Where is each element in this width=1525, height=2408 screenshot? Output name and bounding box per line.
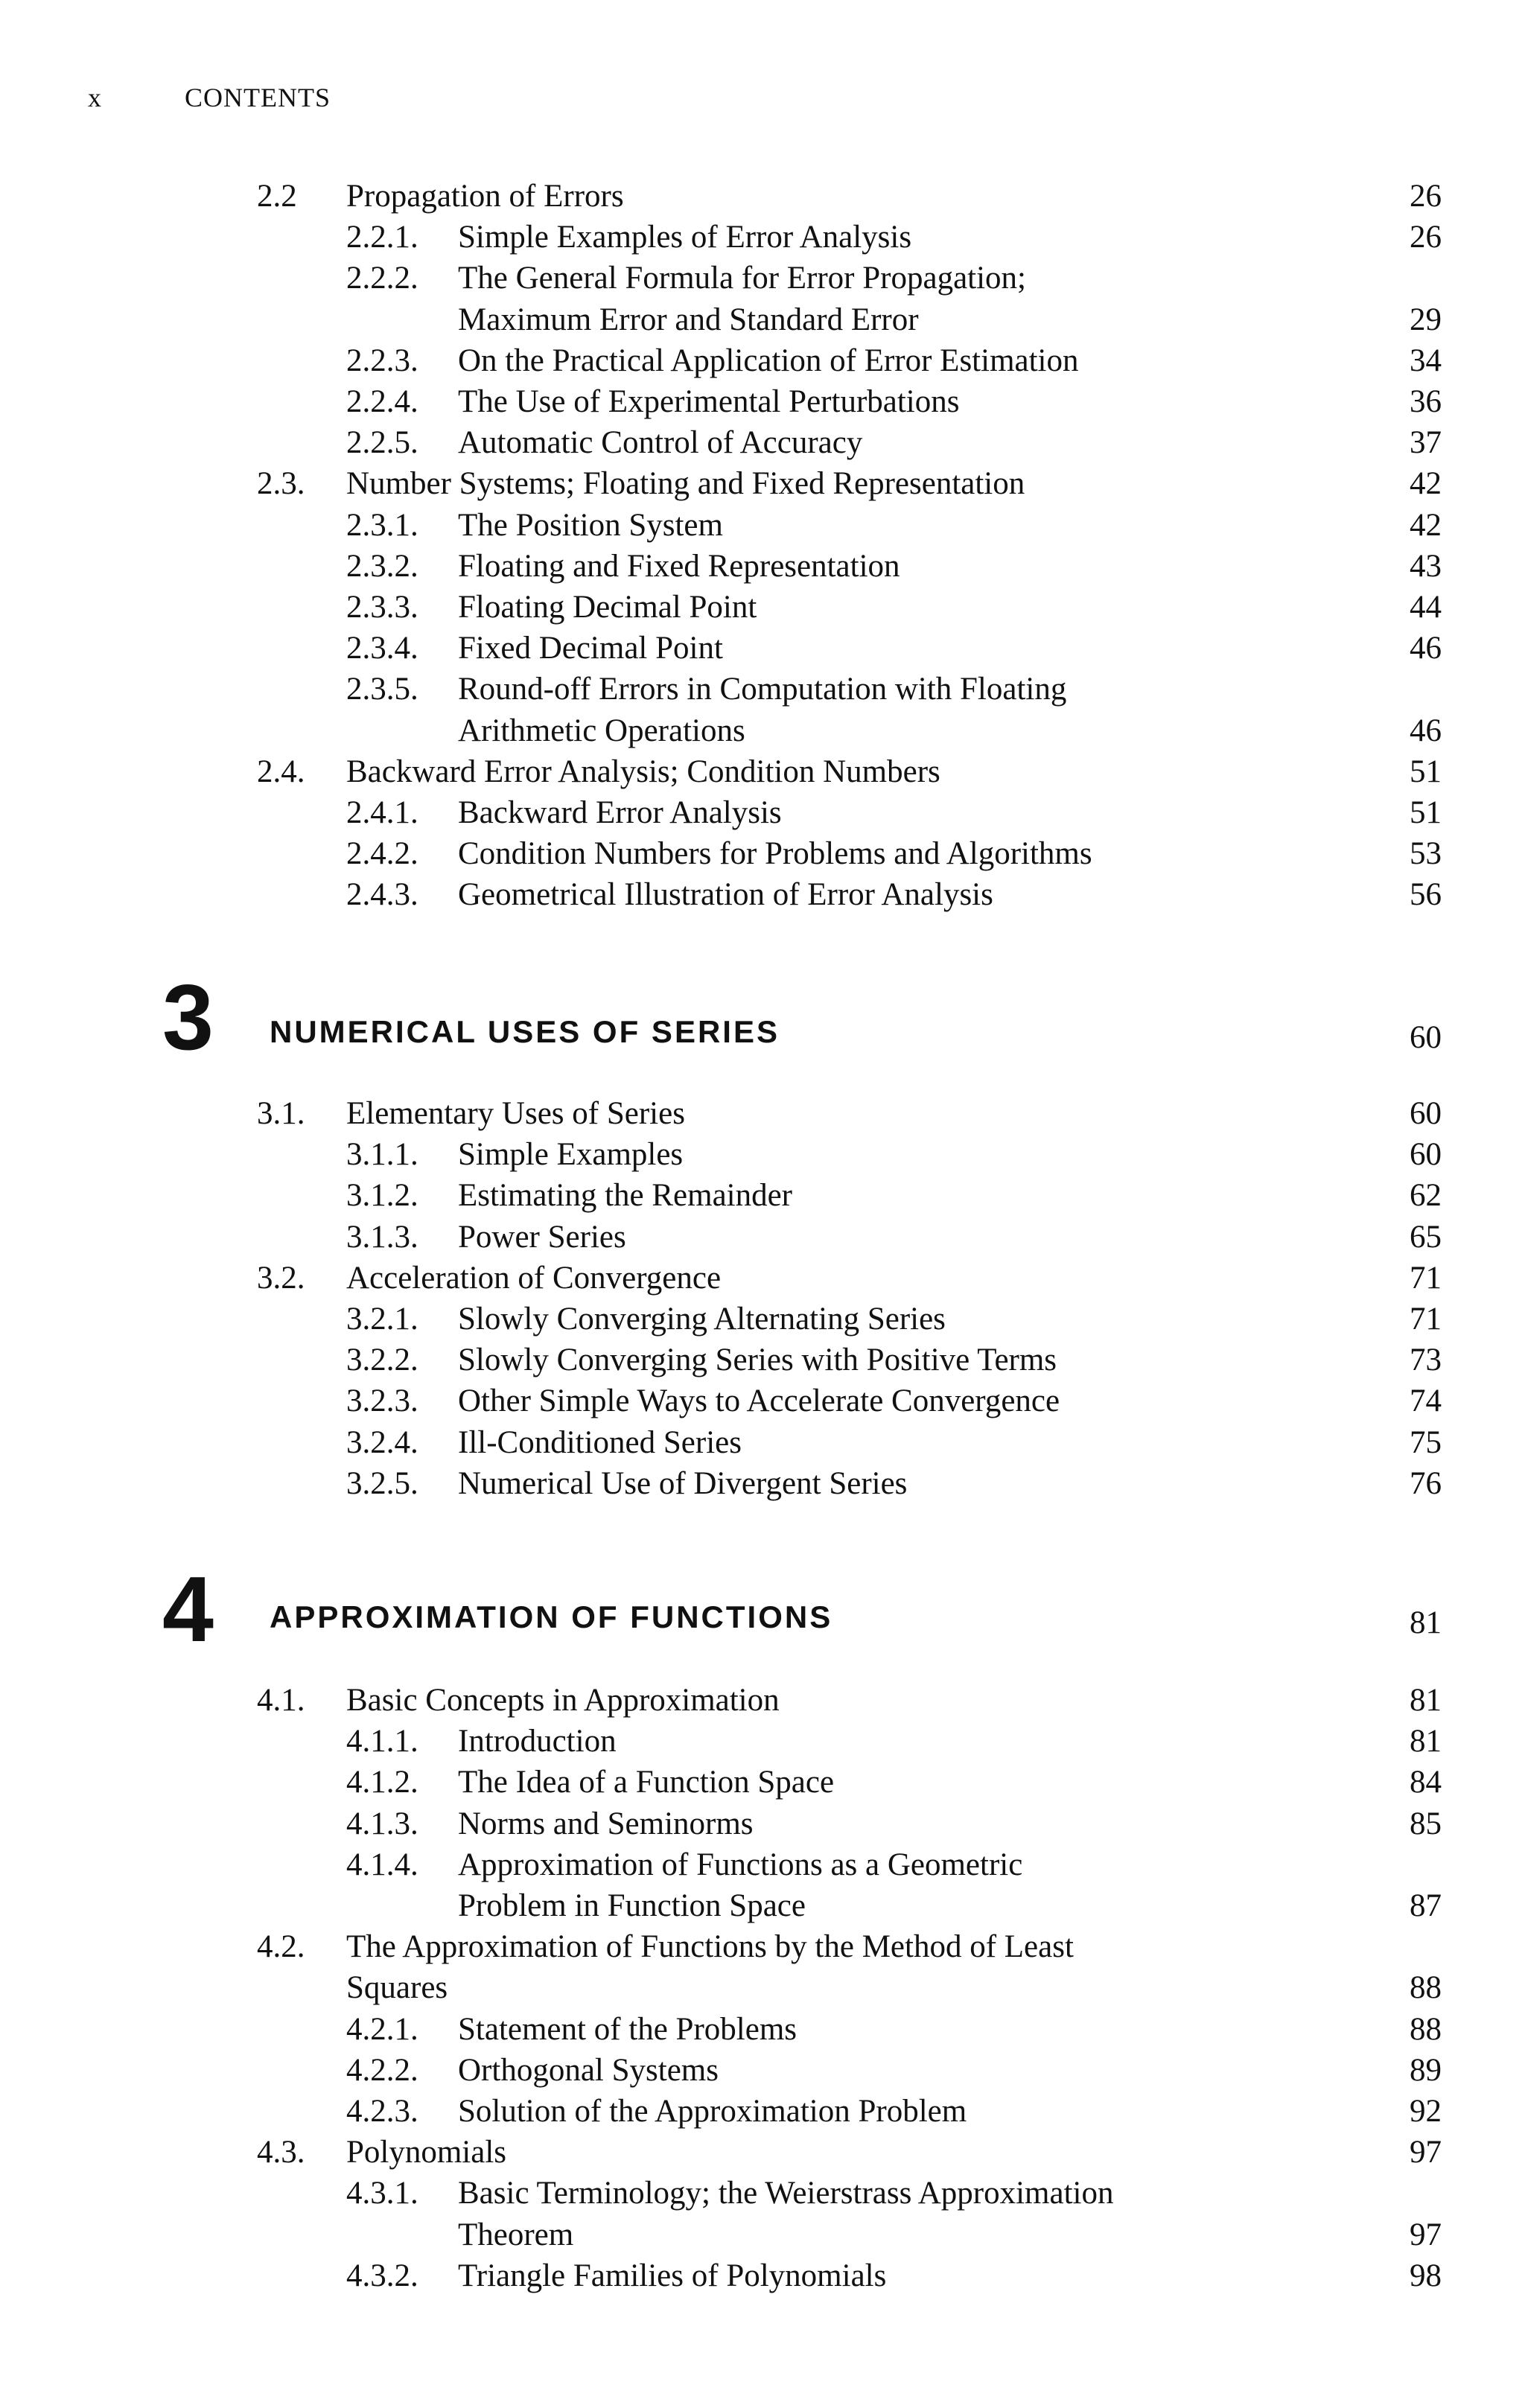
- toc-entry: [0, 2255, 1525, 2297]
- section-title: Number Systems; Floating and Fixed Representation: [346, 466, 1025, 502]
- section-title: Simple Examples: [458, 1137, 684, 1173]
- toc-entry: [0, 1762, 1525, 1803]
- section-number: 2.2.5.: [346, 425, 418, 461]
- page-number: 29: [1410, 302, 1442, 337]
- section-number: 4.2.1.: [346, 2011, 418, 2047]
- section-title: Other Simple Ways to Accelerate Convergence: [458, 1383, 1060, 1419]
- page-number: 56: [1410, 877, 1442, 913]
- section-title: The Approximation of Functions by the Method of Least: [346, 1929, 1074, 1965]
- toc-entry: [0, 874, 1525, 916]
- section-title: Introduction: [458, 1724, 617, 1759]
- toc-entry: [0, 217, 1525, 258]
- section-title: Propagation of Errors: [346, 179, 624, 214]
- page-number: 60: [1410, 1137, 1442, 1173]
- page-number: 71: [1410, 1260, 1442, 1296]
- page-number: 65: [1410, 1219, 1442, 1255]
- section-title: Triangle Families of Polynomials: [458, 2258, 887, 2293]
- section-title: Theorem: [458, 2217, 574, 2252]
- page-number: 84: [1410, 1765, 1442, 1800]
- toc-entry: [0, 2009, 1525, 2051]
- page-number: 43: [1410, 548, 1442, 584]
- page-number: 81: [1410, 1724, 1442, 1759]
- section-title: Norms and Seminorms: [458, 1806, 754, 1841]
- page-number: 87: [1410, 1888, 1442, 1923]
- toc-entry: [0, 2132, 1525, 2173]
- chapter-title: APPROXIMATION OF FUNCTIONS: [270, 1599, 833, 1634]
- toc-entry: [0, 751, 1525, 793]
- section-title: Ill-Conditioned Series: [458, 1424, 742, 1460]
- section-title: Geometrical Illustration of Error Analysis: [458, 877, 993, 913]
- section-number: 2.3.3.: [346, 590, 418, 625]
- section-title: Estimating the Remainder: [458, 1178, 793, 1214]
- section-number: 2.2: [257, 179, 297, 214]
- section-number: 4.1.4.: [346, 1847, 418, 1882]
- section-number: 2.2.2.: [346, 261, 418, 296]
- toc-entry: [0, 1803, 1525, 1845]
- section-number: 3.1.2.: [346, 1178, 418, 1214]
- page-number: 74: [1410, 1383, 1442, 1419]
- section-title: Floating Decimal Point: [458, 590, 757, 625]
- toc-entry-continuation: [0, 1967, 1525, 2009]
- section-title: The Use of Experimental Perturbations: [458, 384, 960, 419]
- page-number: 46: [1410, 631, 1442, 666]
- section-title: Statement of the Problems: [458, 2011, 797, 2047]
- toc-entry-continuation: [0, 710, 1525, 752]
- chapter-number: 4: [162, 1558, 214, 1661]
- section-number: 4.1.2.: [346, 1765, 418, 1800]
- page-number: 88: [1410, 1970, 1442, 2006]
- toc-entry: [0, 1217, 1525, 1258]
- section-title: The General Formula for Error Propagation;: [458, 261, 1026, 296]
- section-title: Arithmetic Operations: [458, 713, 745, 748]
- toc-entry-continuation: [0, 1885, 1525, 1927]
- page-number: 53: [1410, 836, 1442, 872]
- toc-entry: [0, 1721, 1525, 1762]
- toc-entry: [0, 1134, 1525, 1176]
- running-head-title: CONTENTS: [185, 83, 331, 112]
- section-title: Backward Error Analysis; Condition Numbers: [346, 754, 940, 789]
- page-number: 85: [1410, 1806, 1442, 1841]
- page-number: 60: [1410, 1096, 1442, 1131]
- section-title: Solution of the Approximation Problem: [458, 2094, 967, 2129]
- toc-entry: [0, 505, 1525, 547]
- section-title: Simple Examples of Error Analysis: [458, 220, 912, 255]
- section-title: Approximation of Functions as a Geometric: [458, 1847, 1023, 1882]
- toc-entry: [0, 1175, 1525, 1217]
- toc-entry-continuation: [0, 2214, 1525, 2256]
- section-number: 2.4.3.: [346, 877, 418, 913]
- toc-entry: [0, 1926, 1525, 1968]
- section-title: The Position System: [458, 507, 723, 543]
- page-number: 51: [1410, 754, 1442, 789]
- page-number: 88: [1410, 2011, 1442, 2047]
- chapter-number: 3: [162, 966, 214, 1069]
- section-title: Basic Terminology; the Weierstrass Approximation: [458, 2176, 1114, 2211]
- page-folio: x: [88, 83, 102, 112]
- section-number: 2.2.3.: [346, 343, 418, 378]
- section-number: 2.3.4.: [346, 631, 418, 666]
- toc-entry: [0, 422, 1525, 464]
- page-number: 34: [1410, 343, 1442, 378]
- page-number: 36: [1410, 384, 1442, 419]
- section-number: 3.2.5.: [346, 1465, 418, 1501]
- section-number: 2.3.1.: [346, 507, 418, 543]
- section-title: The Idea of a Function Space: [458, 1765, 835, 1800]
- toc-entry: [0, 1422, 1525, 1464]
- section-number: 4.2.3.: [346, 2094, 418, 2129]
- section-number: 4.3.: [257, 2135, 305, 2170]
- page-number: 75: [1410, 1424, 1442, 1460]
- toc-entry: [0, 1093, 1525, 1135]
- section-title: Power Series: [458, 1219, 626, 1255]
- section-title: Basic Concepts in Approximation: [346, 1683, 780, 1718]
- section-number: 4.2.2.: [346, 2052, 418, 2088]
- section-number: 2.3.2.: [346, 548, 418, 584]
- section-title: Backward Error Analysis: [458, 795, 782, 830]
- toc-entry: [0, 546, 1525, 587]
- section-number: 3.1.: [257, 1096, 305, 1131]
- page-number: 44: [1410, 590, 1442, 625]
- toc-entry: [0, 2050, 1525, 2092]
- section-title: Squares: [346, 1970, 448, 2006]
- section-title: Numerical Use of Divergent Series: [458, 1465, 908, 1501]
- toc-entry: [0, 833, 1525, 875]
- page-number: 46: [1410, 713, 1442, 748]
- section-title: Maximum Error and Standard Error: [458, 302, 919, 337]
- toc-entry: [0, 381, 1525, 423]
- section-number: 3.1.3.: [346, 1219, 418, 1255]
- page-number: 97: [1410, 2135, 1442, 2170]
- section-number: 2.3.5.: [346, 672, 418, 707]
- page-number: 97: [1410, 2217, 1442, 2252]
- section-number: 4.1.: [257, 1683, 305, 1718]
- page-number: 26: [1410, 220, 1442, 255]
- page-number: 42: [1410, 507, 1442, 543]
- toc-entry: [0, 792, 1525, 834]
- chapter-page-number: 60: [1410, 1020, 1442, 1055]
- section-title: Slowly Converging Series with Positive Terms: [458, 1342, 1057, 1378]
- page-number: 73: [1410, 1342, 1442, 1378]
- section-title: Elementary Uses of Series: [346, 1096, 685, 1131]
- toc-entry: [0, 1463, 1525, 1505]
- section-title: Condition Numbers for Problems and Algorithms: [458, 836, 1092, 872]
- section-title: Polynomials: [346, 2135, 507, 2170]
- page-number: 81: [1410, 1683, 1442, 1718]
- page-number: 76: [1410, 1465, 1442, 1501]
- section-number: 2.2.4.: [346, 384, 418, 419]
- chapter-title: NUMERICAL USES OF SERIES: [270, 1014, 780, 1049]
- section-number: 3.2.1.: [346, 1302, 418, 1337]
- section-title: Round-off Errors in Computation with Floating: [458, 672, 1067, 707]
- section-number: 4.1.3.: [346, 1806, 418, 1841]
- section-number: 4.3.2.: [346, 2258, 418, 2293]
- page-number: 42: [1410, 466, 1442, 502]
- running-head: [88, 82, 331, 113]
- section-number: 2.2.1.: [346, 220, 418, 255]
- section-title: Fixed Decimal Point: [458, 631, 723, 666]
- toc-entry: [0, 628, 1525, 669]
- section-title: Problem in Function Space: [458, 1888, 806, 1923]
- toc-entry: [0, 258, 1525, 299]
- section-title: Slowly Converging Alternating Series: [458, 1302, 946, 1337]
- section-number: 3.2.2.: [346, 1342, 418, 1378]
- toc-entry: [0, 1299, 1525, 1340]
- section-number: 2.4.: [257, 754, 305, 789]
- section-title: Floating and Fixed Representation: [458, 548, 900, 584]
- toc-entry: [0, 2091, 1525, 2133]
- toc-entry: [0, 176, 1525, 217]
- section-number: 3.1.1.: [346, 1137, 418, 1173]
- section-number: 4.2.: [257, 1929, 305, 1965]
- section-title: Automatic Control of Accuracy: [458, 425, 863, 461]
- section-title: Acceleration of Convergence: [346, 1260, 722, 1296]
- toc-entry: [0, 1340, 1525, 1381]
- toc-entry: [0, 1680, 1525, 1721]
- page-number: 92: [1410, 2094, 1442, 2129]
- section-number: 3.2.: [257, 1260, 305, 1296]
- page-number: 62: [1410, 1178, 1442, 1214]
- section-number: 2.3.: [257, 466, 305, 502]
- section-number: 4.3.1.: [346, 2176, 418, 2211]
- toc-entry: [0, 340, 1525, 382]
- section-number: 2.4.2.: [346, 836, 418, 872]
- toc-entry: [0, 2173, 1525, 2214]
- toc-entry: [0, 1844, 1525, 1886]
- page-number: 89: [1410, 2052, 1442, 2088]
- page-number: 98: [1410, 2258, 1442, 2293]
- chapter-page-number: 81: [1410, 1605, 1442, 1640]
- toc-entry: [0, 1258, 1525, 1299]
- section-number: 3.2.3.: [346, 1383, 418, 1419]
- toc-entry: [0, 1380, 1525, 1422]
- section-number: 3.2.4.: [346, 1424, 418, 1460]
- page-number: 37: [1410, 425, 1442, 461]
- section-title: Orthogonal Systems: [458, 2052, 719, 2088]
- page-number: 51: [1410, 795, 1442, 830]
- section-number: 2.4.1.: [346, 795, 418, 830]
- toc-entry: [0, 463, 1525, 505]
- page-number: 71: [1410, 1302, 1442, 1337]
- toc-entry-continuation: [0, 299, 1525, 341]
- section-number: 4.1.1.: [346, 1724, 418, 1759]
- page-number: 26: [1410, 179, 1442, 214]
- toc-entry: [0, 587, 1525, 628]
- toc-entry: [0, 669, 1525, 710]
- section-title: On the Practical Application of Error Estimation: [458, 343, 1079, 378]
